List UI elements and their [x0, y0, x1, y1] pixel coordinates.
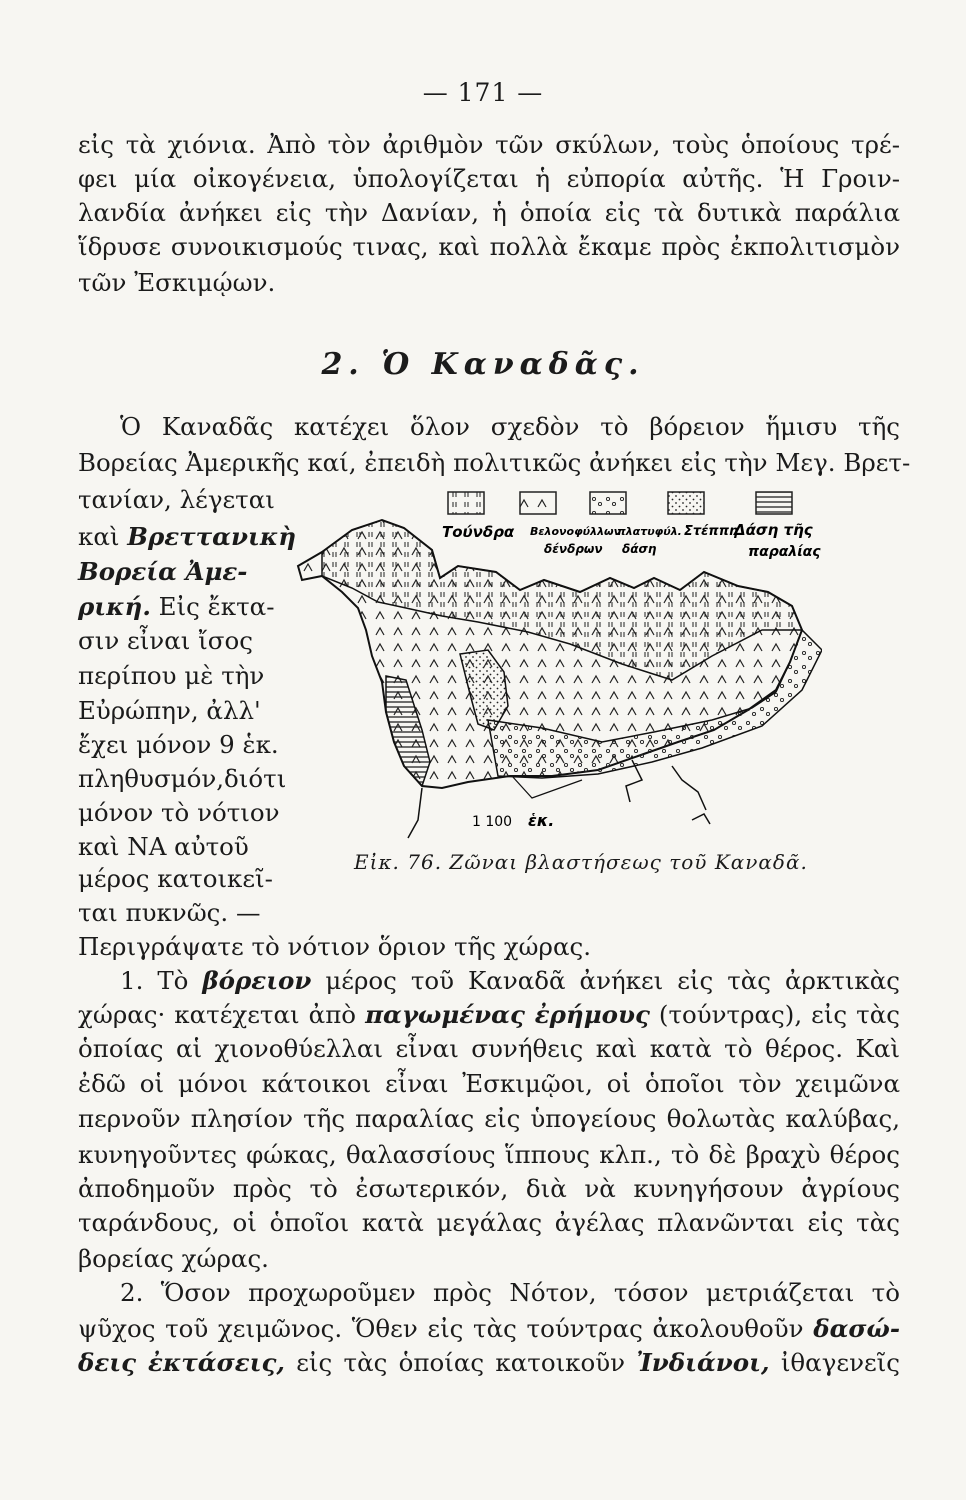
text-line: ὁποίας αἱ χιονοθύελλαι εἶναι συνήθεις καὶ κατὰ τὸ θέρος. Καὶ [78, 1034, 900, 1063]
side-text-line: Εὐρώπην, ἀλλ' [78, 696, 261, 725]
side-text-line: περίπου μὲ τὴν [78, 661, 265, 690]
text-line: λανδία ἀνήκει εἰς τὴν Δανίαν, ἡ ὁποία εἰς τὰ δυτικὰ παράλια [78, 198, 900, 227]
map-scale: 1 100 [472, 814, 513, 830]
map-legend [442, 492, 821, 560]
figure-caption: Εἰκ. 76. Ζῶναι βλαστήσεως τοῦ Καναδᾶ. [354, 850, 808, 874]
bold-term: παγωμένας ἐρήμους [365, 1000, 650, 1029]
legend-swatch-tundra [448, 492, 484, 514]
legend-label: Βελονοφύλλων [530, 525, 622, 538]
section-heading: 2. Ὁ Καναδᾶς. [321, 347, 645, 382]
text-line: 2. Ὅσον προχωροῦμεν πρὸς Νότον, τόσον μετριάζεται τὸ [120, 1278, 900, 1307]
legend-label: παραλίας [748, 544, 821, 560]
side-text-line: καὶ ΝΑ αὐτοῦ [78, 832, 249, 861]
text-line: φει μία οἰκογένεια, ὑπολογίζεται ἡ εὐπορία αὐτῆς. Ἡ Γροιν- [78, 164, 900, 193]
text-line: ἀποδημοῦν πρὸς τὸ ἐσωτερικόν, διὰ νὰ κυνηγήσουν ἀγρίους [78, 1174, 900, 1203]
bold-term: βόρειον [202, 966, 312, 995]
text-line: δεις ἐκτάσεις, εἰς τὰς ὁποίας κατοικοῦν Ἰνδιάνοι, ἰθαγενεῖς [78, 1348, 900, 1377]
canada-map [298, 520, 822, 838]
legend-label: δένδρων [544, 542, 603, 556]
text-line: ψῦχος τοῦ χειμῶνος. Ὅθεν εἰς τὰς τούντρας ἀκολουθοῦν δασώ- [78, 1314, 900, 1343]
text-line: 1. Τὸ βόρειον μέρος τοῦ Καναδᾶ ἀνήκει εἰς τὰς ἀρκτικὰς [120, 966, 900, 995]
side-text-line: μόνον τὸ νότιον [78, 798, 280, 827]
side-text-line: πληθυσμόν,διότι [78, 764, 287, 793]
side-text-line: τανίαν, λέγεται [78, 485, 275, 514]
legend-label: Δάση τῆς [734, 521, 813, 539]
bold-term: Βορεία Ἀμε- [78, 557, 248, 586]
side-text-line: σιν εἶναι ἴσος [78, 626, 253, 655]
legend-label: Τούνδρα [442, 523, 515, 541]
text-line: βορείας χώρας. [78, 1244, 269, 1273]
text-line: ταράνδους, οἱ ὁποῖοι κατὰ μεγάλας ἀγέλας πλανῶνται εἰς τὰς [78, 1208, 900, 1237]
text-line: Βορείας Ἀμερικῆς καί, ἐπειδὴ πολιτικῶς ἀνήκει εἰς τὴν Μεγ. Βρετ- [78, 448, 911, 477]
bold-term: δασώ- [813, 1314, 900, 1343]
vegetation-map-figure [282, 480, 822, 850]
legend-swatch-coastal-forest [756, 492, 792, 514]
legend-label: Στέππη [684, 524, 739, 539]
text-line: ἵδρυσε συνοικισμούς τινας, καὶ πολλὰ ἔκαμε πρὸς ἐκπολιτισμὸν [78, 232, 900, 261]
side-text-line [78, 555, 268, 589]
side-text-line: καὶ Βρεττανικὴ [78, 522, 297, 551]
bold-term: δεις ἐκτάσεις, [78, 1348, 285, 1377]
legend-swatch-steppe [668, 492, 704, 514]
text-line: ἐδῶ οἱ μόνοι κάτοικοι εἶναι Ἐσκιμῷοι, οἱ ὁποῖοι τὸν χειμῶνα [78, 1069, 900, 1098]
text-line: Ὁ Καναδᾶς κατέχει ὅλον σχεδὸν τὸ βόρειον ἥμισυ τῆς [120, 412, 900, 441]
side-text-line: μέρος κατοικεῖ- [78, 864, 273, 893]
bold-term: ρική. [78, 592, 151, 621]
text-line: κυνηγοῦντες φώκας, θαλασσίους ἵππους κλπ., τὸ δὲ βραχὺ θέρος [78, 1140, 900, 1169]
text-line: Περιγράψατε τὸ νότιον ὅριον τῆς χώρας. [78, 932, 591, 961]
side-text-line: ἔχει μόνον 9 ἑκ. [78, 730, 279, 759]
page-number: — 171 — [422, 78, 544, 107]
map-scale-unit: ἑκ. [528, 811, 555, 830]
text-line: περνοῦν πλησίον τῆς παραλίας εἰς ὑπογείους θολωτὰς καλύβας, [78, 1104, 900, 1133]
legend-swatch-broadleaf [590, 492, 626, 514]
side-text-line: ται πυκνῶς. — [78, 898, 261, 927]
bold-term: Ἰνδιάνοι, [636, 1348, 770, 1377]
text-line: χώρας· κατέχεται ἀπὸ παγωμένας ἐρήμους (τούντρας), εἰς τὰς [78, 1000, 900, 1029]
text-line: τῶν Ἐσκιμῴων. [78, 268, 276, 297]
bold-term: Βρεττανικὴ [127, 522, 297, 551]
side-text-line: ρική. Εἰς ἔκτα- [78, 592, 275, 621]
legend-swatch-conifer [520, 492, 556, 514]
legend-label: πλατυφύλ. [617, 525, 682, 538]
legend-label: δάση [622, 542, 657, 556]
map-north-arrow-icon [692, 814, 710, 824]
text-line: εἰς τὰ χιόνια. Ἀπὸ τὸν ἀριθμὸν τῶν σκύλων, τοὺς ὁποίους τρέ- [78, 130, 900, 159]
